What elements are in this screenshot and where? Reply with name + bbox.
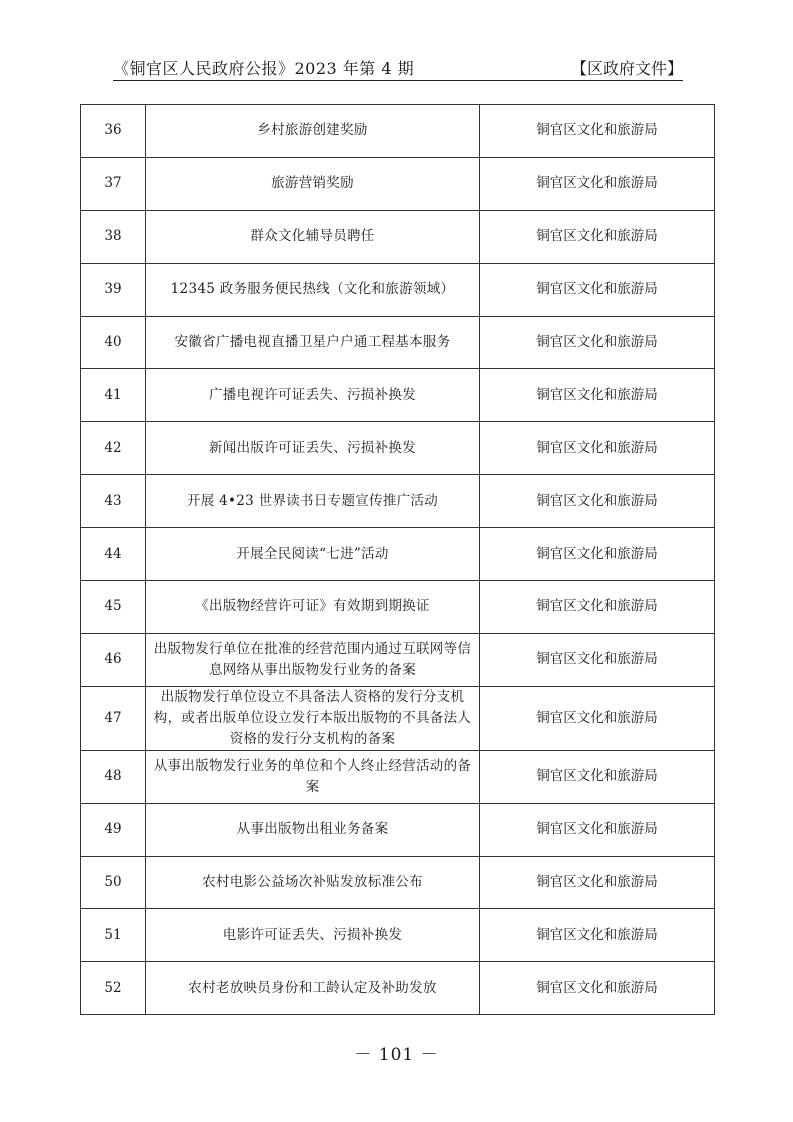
department-cell: 铜官区文化和旅游局 [480,105,715,158]
table-row [81,633,715,686]
item-name-cell: 从事出版物出租业务备案 [146,803,480,856]
row-number-cell: 39 [81,263,146,316]
table-row [81,369,715,422]
table-row [81,909,715,962]
row-number-cell: 49 [81,803,146,856]
row-number-cell: 50 [81,856,146,909]
row-number-cell: 37 [81,157,146,210]
item-name-cell: 从事出版物发行业务的单位和个人终止经营活动的备案 [146,750,480,803]
row-number-cell: 44 [81,528,146,581]
item-name-cell: 12345 政务服务便民热线（文化和旅游领域） [146,263,480,316]
department-cell: 铜官区文化和旅游局 [480,475,715,528]
table-row [81,962,715,1015]
department-cell: 铜官区文化和旅游局 [480,856,715,909]
row-number-cell: 38 [81,210,146,263]
row-number-cell: 52 [81,962,146,1015]
table-row [81,475,715,528]
table-row [81,686,715,750]
table-row [81,316,715,369]
item-name-cell: 新闻出版许可证丢失、污损补换发 [146,422,480,475]
item-name-cell: 广播电视许可证丢失、污损补换发 [146,369,480,422]
table-row [81,750,715,803]
department-cell: 铜官区文化和旅游局 [480,750,715,803]
department-cell: 铜官区文化和旅游局 [480,686,715,750]
row-number-cell: 41 [81,369,146,422]
table-row [81,856,715,909]
item-name-cell: 旅游营销奖励 [146,157,480,210]
row-number-cell: 45 [81,581,146,634]
department-cell: 铜官区文化和旅游局 [480,633,715,686]
department-cell: 铜官区文化和旅游局 [480,581,715,634]
item-name-cell: 农村老放映员身份和工龄认定及补助发放 [146,962,480,1015]
item-name-cell: 农村电影公益场次补贴发放标准公布 [146,856,480,909]
department-cell: 铜官区文化和旅游局 [480,422,715,475]
row-number-cell: 47 [81,686,146,750]
department-cell: 铜官区文化和旅游局 [480,369,715,422]
section-label: 【区政府文件】 [570,59,683,78]
table-row [81,210,715,263]
running-header [113,54,683,81]
department-cell: 铜官区文化和旅游局 [480,962,715,1015]
table-row [81,528,715,581]
table-row [81,803,715,856]
item-name-cell: 群众文化辅导员聘任 [146,210,480,263]
table-row [81,422,715,475]
item-name-cell: 乡村旅游创建奖励 [146,105,480,158]
department-cell: 铜官区文化和旅游局 [480,316,715,369]
department-cell: 铜官区文化和旅游局 [480,528,715,581]
item-name-cell: 开展全民阅读“七进”活动 [146,528,480,581]
table-row [81,581,715,634]
item-name-cell: 出版物发行单位在批准的经营范围内通过互联网等信息网络从事出版物发行业务的备案 [146,633,480,686]
department-cell: 铜官区文化和旅游局 [480,210,715,263]
item-name-cell: 开展 4•23 世界读书日专题宣传推广活动 [146,475,480,528]
item-name-cell: 《出版物经营许可证》有效期到期换证 [146,581,480,634]
table-row [81,263,715,316]
row-number-cell: 46 [81,633,146,686]
table-row [81,157,715,210]
row-number-cell: 36 [81,105,146,158]
row-number-cell: 51 [81,909,146,962]
item-name-cell: 出版物发行单位设立不具备法人资格的发行分支机构，或者出版单位设立发行本版出版物的不具备法人资格的发行分支机构的备案 [146,686,480,750]
row-number-cell: 42 [81,422,146,475]
department-cell: 铜官区文化和旅游局 [480,157,715,210]
page-number: － 101 － [354,1045,439,1065]
row-number-cell: 40 [81,316,146,369]
department-cell: 铜官区文化和旅游局 [480,803,715,856]
publication-title: 《铜官区人民政府公报》2023 年第 4 期 [113,59,415,78]
item-name-cell: 电影许可证丢失、污损补换发 [146,909,480,962]
department-cell: 铜官区文化和旅游局 [480,263,715,316]
table-row [81,105,715,158]
service-list-table [80,104,715,1015]
item-name-cell: 安徽省广播电视直播卫星户户通工程基本服务 [146,316,480,369]
row-number-cell: 43 [81,475,146,528]
department-cell: 铜官区文化和旅游局 [480,909,715,962]
row-number-cell: 48 [81,750,146,803]
